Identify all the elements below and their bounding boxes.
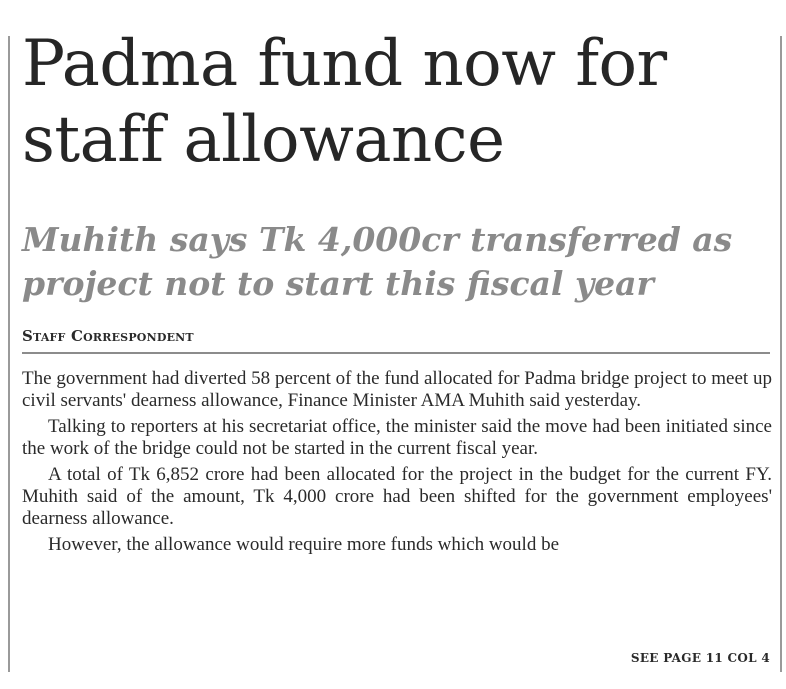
paragraph-4: However, the allowance would require more funds which would be: [48, 534, 560, 555]
column-rule-left: [8, 36, 10, 672]
byline: Staff Correspondent: [22, 327, 194, 345]
paragraph-3: A total of Tk 6,852 crore had been allocated for the project in the budget for the current FY. Muhith said of the amount, Tk 4,000 crore had been shifted for the government employees' dearness allowance.: [22, 464, 772, 529]
paragraph-2: Talking to reporters at his secretariat office, the minister said the move had been initiated since the work of the bridge could not be started in the current fiscal year.: [22, 416, 772, 459]
column-rule-right: [780, 36, 782, 672]
continuation-jump-line: SEE PAGE 11 COL 4: [630, 651, 770, 665]
headline: Padma fund now for staff allowance: [22, 27, 667, 177]
article-body: [22, 368, 772, 560]
paragraph-1: The government had diverted 58 percent of the fund allocated for Padma bridge project to meet up civil servants' dearness allowance, Finance Minister AMA Muhith said yesterday.: [22, 368, 772, 411]
byline-divider: [22, 352, 770, 354]
deck-subheadline: Muhith says Tk 4,000cr transferred as project not to start this fiscal year: [22, 220, 733, 303]
